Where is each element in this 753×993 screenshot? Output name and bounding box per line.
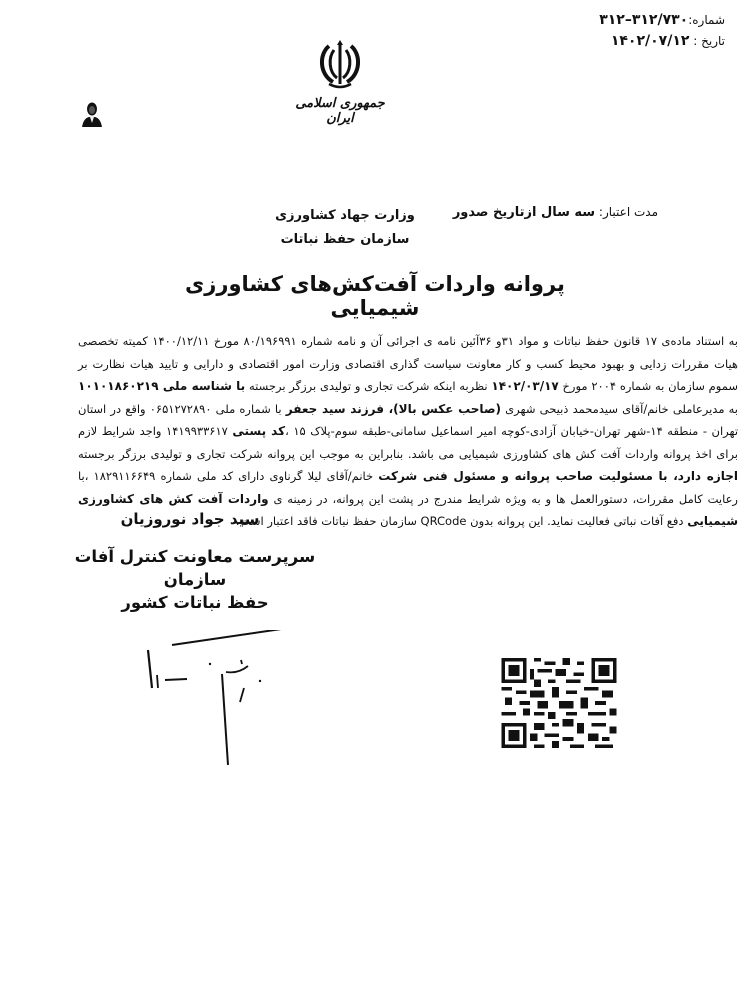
body-scope: واردات آفت کش های کشاورزی شیمیایی [78, 491, 738, 528]
signer-name: سید جواد نوروزیان [120, 510, 260, 528]
body-text-6: خانم/آقای لیلا گرناوی دارای کد ملی شماره ۱۸۲۹۱۱۶۶۴۹ ،با رعایت کامل مقررات، دستورالعمل ها و به ویژه شرایط مندرج در پشت این پروانه، در زمینه ی [78, 469, 738, 506]
validity-value: سه سال ازتاریخ صدور [452, 205, 596, 220]
body-permission: اجازه دارد، با مسئولیت صاحب پروانه و مسئول فنی شرکت [378, 469, 738, 483]
emblem-caption: جمهوری اسلامی ایران [295, 96, 385, 126]
organization-name: سازمان حفظ نباتات [280, 232, 410, 247]
letter-number [599, 12, 725, 28]
body-date: ۱۴۰۲/۰۳/۱۷ [491, 379, 559, 393]
body-text-1: به استناد ماده‌ی ۱۷ قانون حفظ نباتات و مواد ۳۱و ۳۶آئین نامه ی اجرائی آن و نامه شماره ۸۰/۱۹۶۹۹۱ مورخ ۱۴۰۰/۱۲/۱۱ کمیته تخصصی هیات مقررات زدایی و بهبود محیط کسب و کار معاونت سیاست گذاری اقتصادی وزارت امور اقتصادی و دارایی و تایید هیات نظارت بر سموم سازمان به شماره ۲۰۰۴ مورخ [78, 334, 739, 393]
handwritten-signature [110, 630, 310, 770]
iran-emblem-icon [315, 38, 365, 90]
body-holder: (صاحب عکس بالا)، فرزند سید جعفر [285, 401, 502, 416]
qr-code [500, 658, 618, 748]
letter-number-value: ۳۱۲/۷۳۰–۳۱۲ [599, 12, 689, 28]
body-national-id: با شناسه ملی ۱۰۱۰۱۸۶۰۲۱۹ [78, 379, 246, 393]
body-text-2: نظربه اینکه شرکت تجاری و تولیدی برزگر برجسته [245, 379, 492, 393]
ministry-name: وزارت جهاد کشاورزی [275, 208, 415, 223]
letter-number-label: شماره: [688, 13, 725, 27]
document-title: پروانه واردات آفت‌کش‌های کشاورزی شیمیایی [185, 272, 565, 320]
signer-title-line1: سرپرست معاونت کنترل آفات سازمان [74, 547, 316, 589]
body-text-7: دفع آفات نباتی فعالیت نماید. این پروانه بدون QRCode سازمان حفظ نباتات فاقد اعتبار است. [235, 514, 688, 528]
body-text-4: با شماره ملی ۰۶۵۱۲۷۲۸۹۰ واقع در استان تهران - منطقه ۱۴-شهر تهران-خیابان آزادی-کوچه امیر اسماعیل سامانی-طبقه سوم-پلاک ۱۵ ، [78, 401, 739, 438]
emblem-block [285, 38, 395, 126]
license-body [78, 330, 738, 533]
body-postal-label: کد پستی [232, 424, 286, 438]
letter-date-label: تاریخ : [693, 34, 725, 48]
body-text-5: ۱۴۱۹۹۳۳۶۱۷ واجد شرایط لازم برای اخذ پروانه واردات آفت کش های کشاورزی شیمیایی می باشد. بنابراین به موجب این پروانه شرکت تجاری و تولیدی برزگر برجسته [78, 424, 738, 461]
signer-title [45, 545, 345, 614]
signer-title-line2: حفظ نباتات کشور [121, 593, 269, 612]
validity-label: مدت اعتبار: [598, 205, 658, 219]
letter-date-value: ۱۴۰۲/۰۷/۱۲ [610, 33, 690, 49]
validity-period [453, 205, 658, 220]
body-text-3: به مدیرعاملی خانم/آقای سیدمحمد ذبیحی شهری [501, 401, 738, 416]
issuer-block [270, 204, 420, 252]
holder-photo [80, 100, 104, 128]
letter-date [611, 33, 725, 49]
